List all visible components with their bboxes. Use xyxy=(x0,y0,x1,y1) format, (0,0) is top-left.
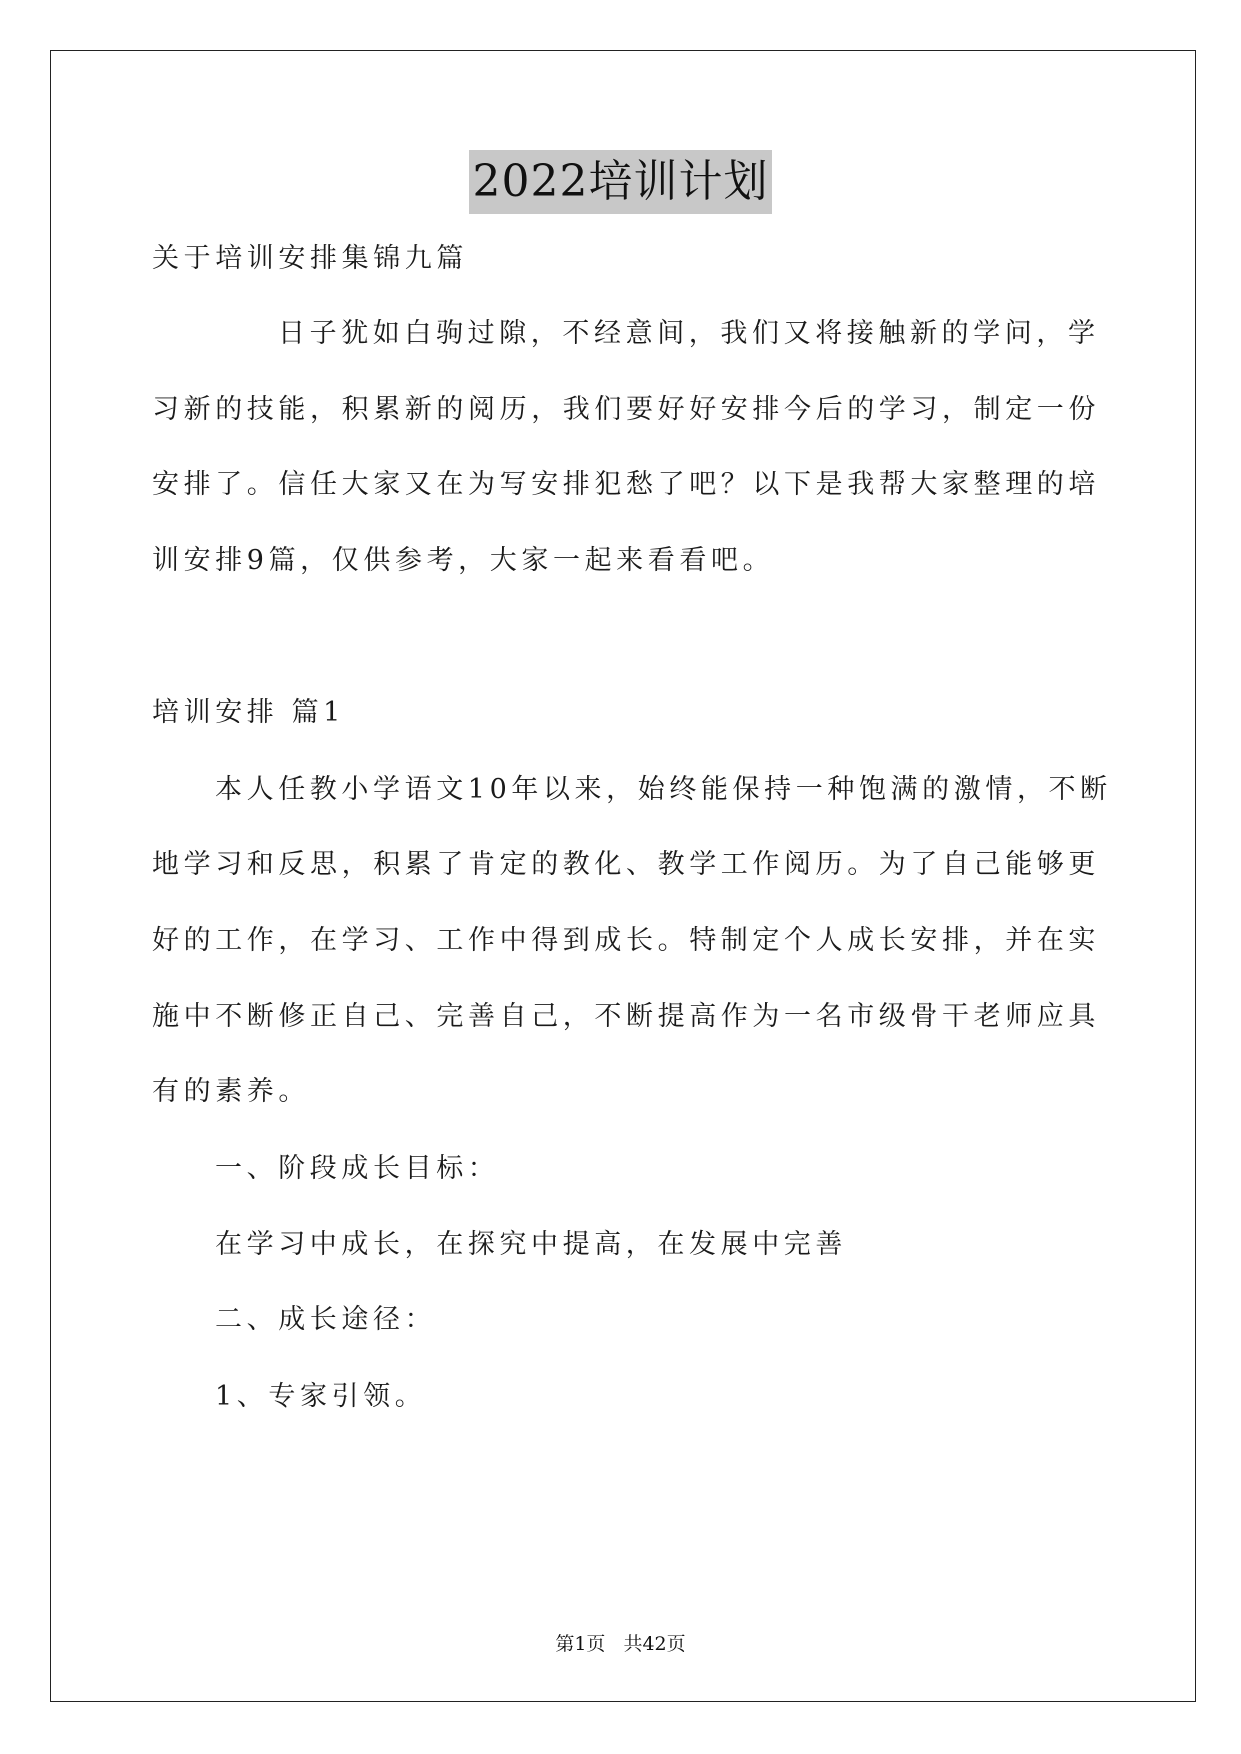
body-line-3: 好的工作，在学习、工作中得到成长。特制定个人成长安排，并在实 xyxy=(152,925,1100,956)
item-2-heading: 二、成长途径： xyxy=(215,1304,437,1335)
page-footer xyxy=(0,1632,1241,1656)
page-number: 第1页 xyxy=(555,1633,606,1655)
page-total: 共42页 xyxy=(623,1633,686,1655)
body-line-2: 地学习和反思，积累了肯定的教化、教学工作阅历。为了自己能够更 xyxy=(152,849,1100,880)
item-2-sub: 1、专家引领。 xyxy=(215,1381,427,1412)
document-subtitle: 关于培训安排集锦九篇 xyxy=(152,243,468,274)
item-1-heading: 一、阶段成长目标： xyxy=(215,1153,500,1184)
body-line-1: 本人任教小学语文10年以来，始终能保持一种饱满的激情，不断 xyxy=(215,774,1112,805)
body-line-5: 有的素养。 xyxy=(152,1076,310,1107)
title-container xyxy=(0,150,1241,214)
intro-line-1: 日子犹如白驹过隙，不经意间，我们又将接触新的学问，学 xyxy=(278,318,1100,349)
intro-line-2: 习新的技能，积累新的阅历，我们要好好安排今后的学习，制定一份 xyxy=(152,394,1100,425)
intro-line-4: 训安排9篇，仅供参考，大家一起来看看吧。 xyxy=(152,545,775,576)
section-heading: 培训安排 篇1 xyxy=(152,697,345,728)
body-line-4: 施中不断修正自己、完善自己，不断提高作为一名市级骨干老师应具 xyxy=(152,1001,1100,1032)
item-1-text: 在学习中成长，在探究中提高，在发展中完善 xyxy=(215,1229,847,1260)
document-title: 2022培训计划 xyxy=(469,150,773,214)
intro-line-3: 安排了。信任大家又在为写安排犯愁了吧？以下是我帮大家整理的培 xyxy=(152,469,1100,500)
